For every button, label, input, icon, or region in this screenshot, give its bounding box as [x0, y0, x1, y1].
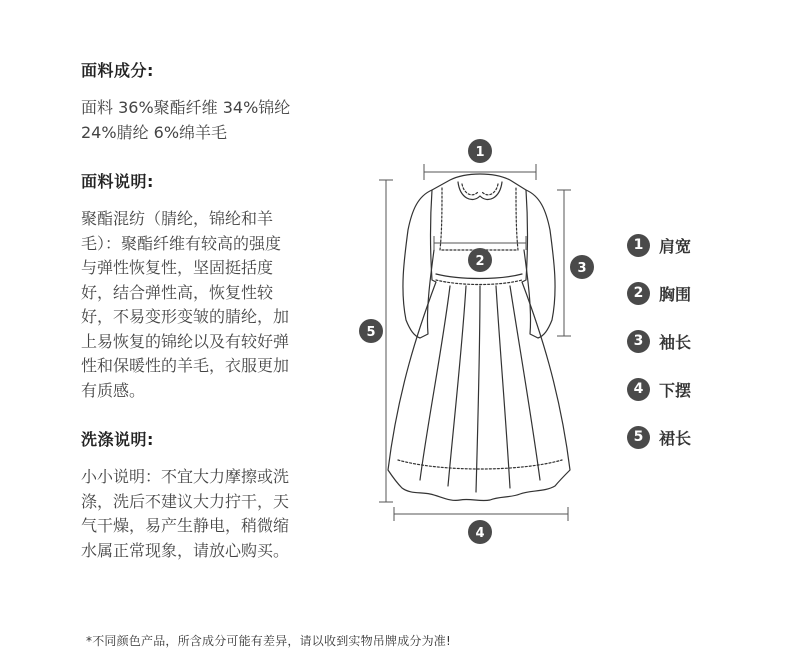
- marker-4-label: 4: [475, 526, 485, 541]
- right-sleeve: [524, 190, 555, 338]
- legend-number: 4: [627, 378, 650, 401]
- washing-heading: 洗涤说明:: [81, 430, 154, 449]
- washing-section: [81, 429, 331, 563]
- legend-item-hem: [627, 377, 691, 401]
- info-column: [81, 60, 331, 589]
- marker-5-label: 5: [366, 325, 376, 340]
- fabric-composition-section: [81, 60, 331, 145]
- legend-number: 1: [627, 234, 650, 257]
- legend-item-chest: [627, 281, 691, 305]
- skirt-fold: [510, 286, 540, 480]
- left-sleeve: [403, 190, 434, 338]
- legend-item-shoulder: [627, 233, 691, 257]
- legend-label: 下摆: [659, 380, 692, 400]
- legend-number: 5: [627, 426, 650, 449]
- collar-stitch-right: [482, 184, 498, 195]
- legend-number: 3: [627, 330, 650, 353]
- washing-text: 小小说明：不宜大力摩擦或洗 涤，洗后不建议大力拧干，天 气干燥，易产生静电，稍微缩 水属正常现象，请放心购买。: [81, 467, 290, 560]
- fabric-description-text: 聚酯混纺（腈纶，锦纶和羊 毛）：聚酯纤维有较高的强度 与弹性恢复性，坚固挺括度 好，结合弹性高，恢复性较 好，不易变形变皱的腈纶，加 上易恢复的锦纶以及有较好弹 性和保暖性的羊毛，衣服更加 有质感。: [81, 209, 290, 400]
- marker-1-label: 1: [475, 145, 485, 160]
- skirt-fold: [476, 286, 480, 492]
- measurement-legend: [627, 233, 691, 473]
- waist-seam: [436, 274, 522, 279]
- skirt-fold: [496, 286, 510, 488]
- legend-item-length: [627, 425, 691, 449]
- footnote: *不同颜色产品，所含成分可能有差异，请以收到实物吊牌成分为准!: [86, 634, 452, 648]
- legend-number: 2: [627, 282, 650, 305]
- legend-item-sleeve: [627, 329, 691, 353]
- collar: [458, 182, 502, 200]
- fabric-description-heading: 面料说明:: [81, 172, 154, 191]
- fabric-composition-text: 面料 36%聚酯纤维 34%锦纶 24%腈纶 6%绵羊毛: [81, 98, 291, 142]
- legend-label: 袖长: [659, 332, 692, 352]
- skirt-fold: [448, 286, 466, 486]
- fabric-composition-heading: 面料成分:: [81, 61, 154, 80]
- collar-stitch-left: [462, 184, 478, 195]
- legend-label: 裙长: [659, 428, 692, 448]
- fabric-description-section: [81, 171, 331, 403]
- waist-stitch: [436, 280, 522, 285]
- legend-label: 肩宽: [659, 236, 692, 256]
- marker-2-label: 2: [475, 254, 485, 269]
- dress-measurement-diagram: [350, 130, 610, 550]
- legend-label: 胸围: [659, 284, 692, 304]
- marker-3-label: 3: [577, 261, 587, 276]
